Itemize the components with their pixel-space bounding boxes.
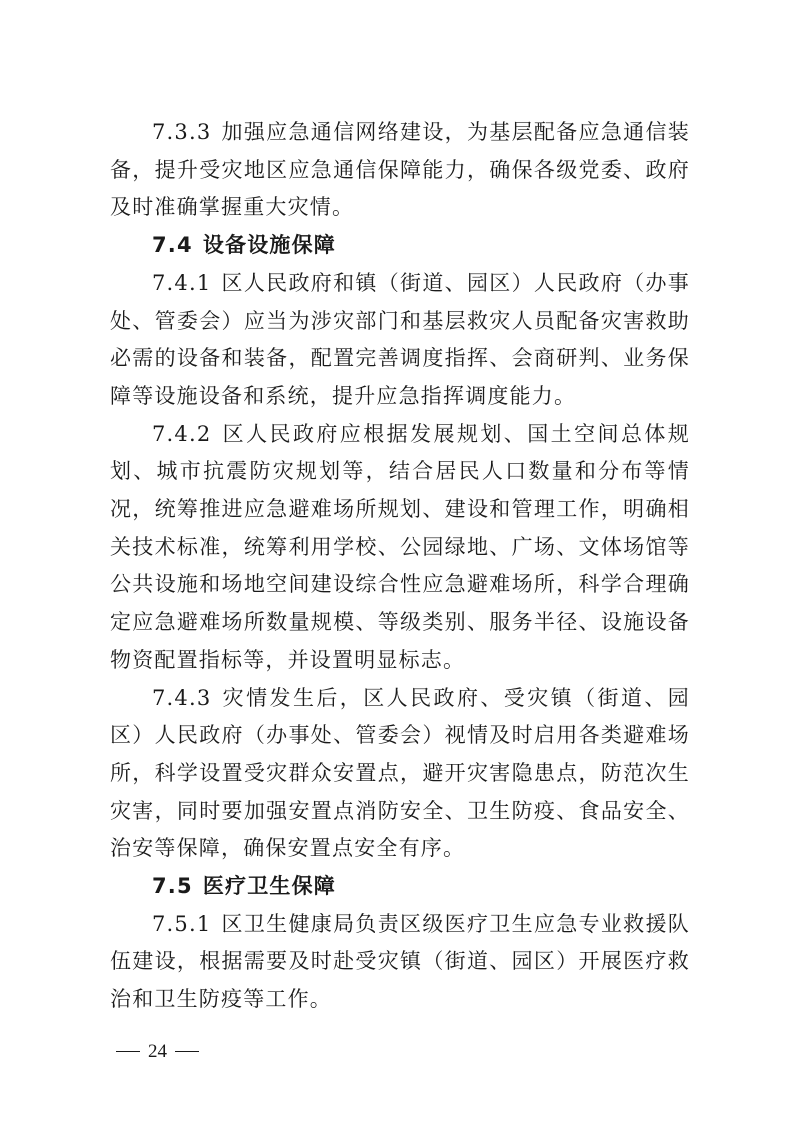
document-body xyxy=(110,114,690,1019)
left-dash-decoration xyxy=(116,1051,140,1052)
clause-text: 区卫生健康局负责区级医疗卫生应急专业救援队伍建设，根据需要及时赴受灾镇（街道、园区）开展医疗救治和卫生防疫等工作。 xyxy=(110,911,690,1012)
right-dash-decoration xyxy=(175,1051,199,1052)
clause-number: 7.3.3 xyxy=(152,120,212,144)
section-number: 7.5 xyxy=(152,874,193,899)
paragraph-7-4-1 xyxy=(110,265,690,416)
section-heading-7-4 xyxy=(110,227,690,265)
section-heading-7-5 xyxy=(110,868,690,906)
clause-number: 7.4.1 xyxy=(152,270,212,295)
page-number: 24 xyxy=(148,1041,167,1062)
section-title: 医疗卫生保障 xyxy=(202,874,337,899)
clause-text: 灾情发生后，区人民政府、受灾镇（街道、园区）人民政府（办事处、管委会）视情及时启用各类避难场所，科学设置受灾群众安置点，避开灾害隐患点，防范次生灾害，同时要加强安置点消防安全、卫生防疫、食品安全、治安等保障，确保安置点安全有序。 xyxy=(110,685,690,861)
section-number: 7.4 xyxy=(152,233,193,258)
page-footer xyxy=(108,1040,207,1064)
clause-number: 7.5.1 xyxy=(152,911,212,936)
paragraph-7-3-3 xyxy=(110,114,690,227)
section-title: 设备设施保障 xyxy=(202,233,337,258)
clause-text: 区人民政府应根据发展规划、国土空间总体规划、城市抗震防灾规划等，结合居民人口数量和分布等情况，统筹推进应急避难场所规划、建设和管理工作，明确相关技术标准，统筹利用学校、公园绿地、广场、文体场馆等公共设施和场地空间建设综合性应急避难场所，科学合理确定应急避难场所数量规模、等级类别、服务半径、设施设备物资配置指标等，并设置明显标志。 xyxy=(110,421,690,672)
paragraph-7-4-2 xyxy=(110,416,690,680)
clause-number: 7.4.2 xyxy=(152,421,212,446)
paragraph-7-4-3 xyxy=(110,680,690,869)
clause-text: 区人民政府和镇（街道、园区）人民政府（办事处、管委会）应当为涉灾部门和基层救灾人员配备灾害救助必需的设备和装备，配置完善调度指挥、会商研判、业务保障等设施设备和系统，提升应急指挥调度能力。 xyxy=(110,270,690,408)
paragraph-7-5-1 xyxy=(110,906,690,1019)
clause-number: 7.4.3 xyxy=(152,685,212,710)
clause-text: 加强应急通信网络建设，为基层配备应急通信装备，提升受灾地区应急通信保障能力，确保各级党委、政府及时准确掌握重大灾情。 xyxy=(110,120,690,220)
